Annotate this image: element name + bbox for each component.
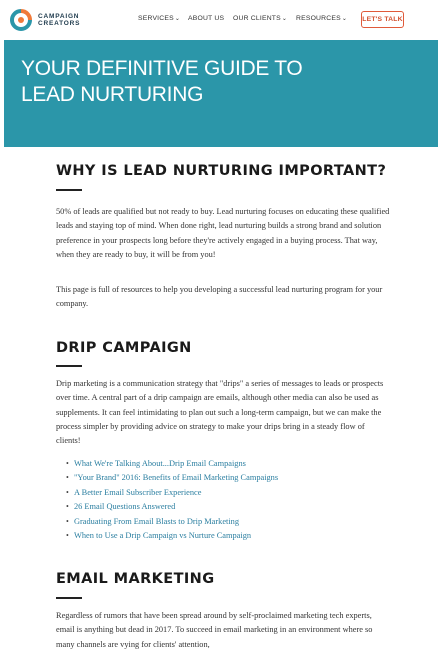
logo[interactable]	[10, 9, 80, 31]
list-item-link[interactable]: • 26 Email Questions Answered	[66, 500, 386, 514]
nav-resources-label: RESOURCES	[296, 15, 341, 22]
list-item-link[interactable]: • Graduating From Email Blasts to Drip Marketing	[66, 515, 386, 529]
list-item-link[interactable]: • What We're Talking About...Drip Email Campaigns	[66, 457, 386, 471]
logo-text-line1: CAMPAIGN	[38, 13, 80, 20]
nav-clients-label: OUR CLIENTS	[233, 15, 281, 22]
heading-underline	[56, 597, 82, 599]
heading-underline	[56, 189, 82, 191]
list-item-link[interactable]: • "Your Brand" 2016: Benefits of Email Marketing Campaigns	[66, 471, 386, 485]
why-paragraph-2: This page is full of resources to help you developing a successful lead nurturing program for your company.	[56, 285, 383, 309]
chevron-down-icon: ⌄	[281, 16, 288, 22]
lets-talk-button[interactable]: LET'S TALK	[361, 11, 404, 28]
section-heading-drip: DRIP CAMPAIGN	[56, 340, 192, 356]
chevron-down-icon: ⌄	[174, 16, 181, 22]
nav-services-label: SERVICES	[138, 15, 174, 22]
list-item-link[interactable]: • A Better Email Subscriber Experience	[66, 486, 386, 500]
nav-about-label: ABOUT US	[188, 15, 225, 22]
section-heading-why: WHY IS LEAD NURTURING IMPORTANT?	[56, 163, 387, 179]
page	[4, 0, 438, 666]
logo-text	[38, 13, 80, 27]
page-title-line1: YOUR DEFINITIVE GUIDE TO	[21, 57, 303, 80]
chevron-down-icon: ⌄	[341, 16, 348, 22]
nav-our-clients[interactable]	[233, 15, 287, 22]
why-paragraph-1: 50% of leads are qualified but not ready to buy. Lead nurturing focuses on educating these qualified leads and staying top of mind. When done right, lead nurturing builds a strong brand and solution preference in your prospects long before they're actively engaged in a buying process. That way, when they are ready to buy, it will be from you!	[56, 207, 390, 259]
nav-resources[interactable]	[296, 15, 347, 22]
drip-paragraph-1: Drip marketing is a communication strategy that "drips" a series of messages to leads or prospects over time. A central part of a drip campaign are emails, although other media can also be used as supplements. It can feel intimidating to plan out such a long-term campaign, but we can make the process simpler by providing advice on strategy to make your drips bring in a steady flow of clients!	[56, 379, 384, 446]
logo-text-line2: CREATORS	[38, 20, 81, 27]
page-title-line2: LEAD NURTURING	[21, 83, 204, 106]
hero-banner	[4, 40, 438, 147]
email-paragraph-1: Regardless of rumors that have been spread around by self-proclaimed marketing tech experts, email is anything but dead in 2017. To succeed in email marketing in an environment where so many channels are vying for clients' attention,	[56, 611, 373, 649]
nav-about-us[interactable]	[188, 15, 224, 22]
campaign-creators-logo-icon	[10, 9, 32, 31]
list-item-link[interactable]: • When to Use a Drip Campaign vs Nurture Campaign	[66, 529, 386, 543]
nav-services[interactable]	[138, 15, 180, 22]
site-header	[4, 0, 438, 40]
heading-underline	[56, 365, 82, 367]
section-heading-email: EMAIL MARKETING	[56, 571, 215, 587]
drip-resource-list	[66, 457, 386, 543]
page-title	[21, 56, 421, 108]
